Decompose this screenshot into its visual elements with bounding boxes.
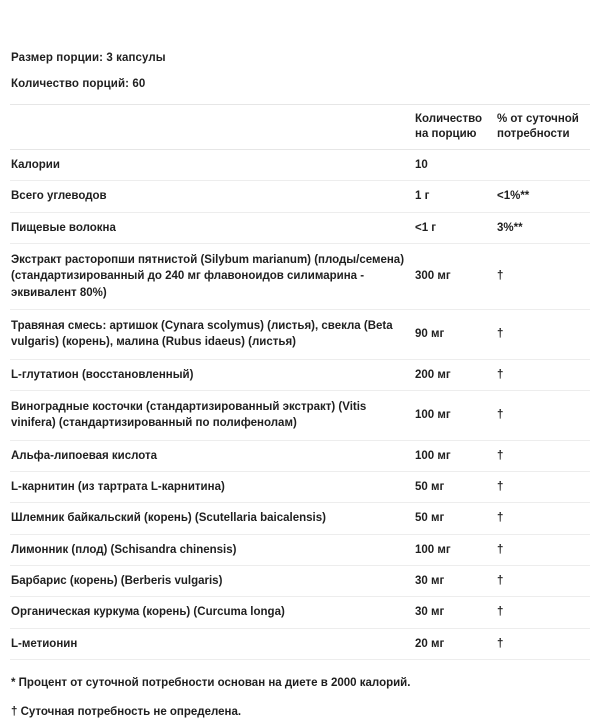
cell-daily-value: † <box>497 390 590 440</box>
cell-amount-per-serving: 100 мг <box>415 534 497 565</box>
table-row <box>10 534 590 565</box>
cell-daily-value: † <box>497 359 590 390</box>
column-header-daily-value: % от суточной потребности <box>497 104 590 149</box>
cell-daily-value: † <box>497 534 590 565</box>
cell-daily-value: † <box>497 565 590 596</box>
serving-size-value: 3 капсулы <box>106 52 166 64</box>
serving-size-line <box>11 52 590 66</box>
table-row <box>10 243 590 309</box>
column-header-nutrient <box>10 104 415 149</box>
serving-size-label: Размер порции: <box>11 52 104 64</box>
cell-daily-value: † <box>497 440 590 471</box>
cell-daily-value: † <box>497 309 590 359</box>
cell-amount-per-serving: 50 мг <box>415 471 497 502</box>
cell-nutrient-name: Экстракт расторопши пятнистой (Silybum marianum) (плоды/семена) (стандартизированный до 240 мг флавоноидов силимарина - эквивалент 80%) <box>10 243 415 309</box>
cell-amount-per-serving: 20 мг <box>415 628 497 659</box>
footnotes <box>11 676 590 720</box>
cell-daily-value: † <box>497 243 590 309</box>
cell-daily-value: 3%** <box>497 212 590 243</box>
table-row <box>10 628 590 659</box>
cell-daily-value: † <box>497 503 590 534</box>
table-header <box>10 104 590 149</box>
cell-daily-value: <1%** <box>497 181 590 212</box>
footnote-dagger-not-established: † Суточная потребность не определена. <box>11 705 242 718</box>
servings-per-container-line <box>11 78 590 92</box>
table-row <box>10 565 590 596</box>
table-row <box>10 471 590 502</box>
table-row <box>10 149 590 180</box>
cell-nutrient-name: Калории <box>10 149 415 180</box>
cell-amount-per-serving: 10 <box>415 149 497 180</box>
cell-daily-value: † <box>497 471 590 502</box>
cell-nutrient-name: Травяная смесь: артишок (Cynara scolymus) (листья), свекла (Beta vulgaris) (корень), малина (Rubus idaeus) (листья) <box>10 309 415 359</box>
cell-nutrient-name: Пищевые волокна <box>10 212 415 243</box>
table-row <box>10 440 590 471</box>
servings-count-value: 60 <box>132 77 146 90</box>
column-header-amount-per-serving: Количество на порцию <box>415 104 497 149</box>
table-row <box>10 181 590 212</box>
table-header-row <box>10 104 590 149</box>
cell-amount-per-serving: 30 мг <box>415 565 497 596</box>
cell-amount-per-serving: 300 мг <box>415 243 497 309</box>
cell-nutrient-name: L-карнитин (из тартрата L-карнитина) <box>10 471 415 502</box>
cell-amount-per-serving: 200 мг <box>415 359 497 390</box>
cell-nutrient-name: Шлемник байкальский (корень) (Scutellaria baicalensis) <box>10 503 415 534</box>
cell-nutrient-name: Альфа-липоевая кислота <box>10 440 415 471</box>
table-row <box>10 390 590 440</box>
table-body <box>10 149 590 659</box>
cell-amount-per-serving: 50 мг <box>415 503 497 534</box>
table-row <box>10 503 590 534</box>
cell-nutrient-name: Лимонник (плод) (Schisandra chinensis) <box>10 534 415 565</box>
table-row <box>10 597 590 628</box>
cell-nutrient-name: Органическая куркума (корень) (Curcuma longa) <box>10 597 415 628</box>
supplement-facts-table <box>10 104 590 660</box>
cell-amount-per-serving: 30 мг <box>415 597 497 628</box>
cell-nutrient-name: Всего углеводов <box>10 181 415 212</box>
cell-daily-value: † <box>497 628 590 659</box>
cell-amount-per-serving: <1 г <box>415 212 497 243</box>
cell-daily-value <box>497 149 590 180</box>
footnote-daily-value-basis: * Процент от суточной потребности основан на диете в 2000 калорий. <box>11 676 411 689</box>
cell-nutrient-name: Виноградные косточки (стандартизированный экстракт) (Vitis vinifera) (стандартизированный по полифенолам) <box>10 390 415 440</box>
cell-amount-per-serving: 100 мг <box>415 390 497 440</box>
cell-daily-value: † <box>497 597 590 628</box>
cell-nutrient-name: Барбарис (корень) (Berberis vulgaris) <box>10 565 415 596</box>
cell-nutrient-name: L-метионин <box>10 628 415 659</box>
table-row <box>10 212 590 243</box>
table-row <box>10 359 590 390</box>
servings-count-label: Количество порций: <box>11 77 130 90</box>
cell-nutrient-name: L-глутатион (восстановленный) <box>10 359 415 390</box>
cell-amount-per-serving: 90 мг <box>415 309 497 359</box>
cell-amount-per-serving: 100 мг <box>415 440 497 471</box>
table-row <box>10 309 590 359</box>
cell-amount-per-serving: 1 г <box>415 181 497 212</box>
